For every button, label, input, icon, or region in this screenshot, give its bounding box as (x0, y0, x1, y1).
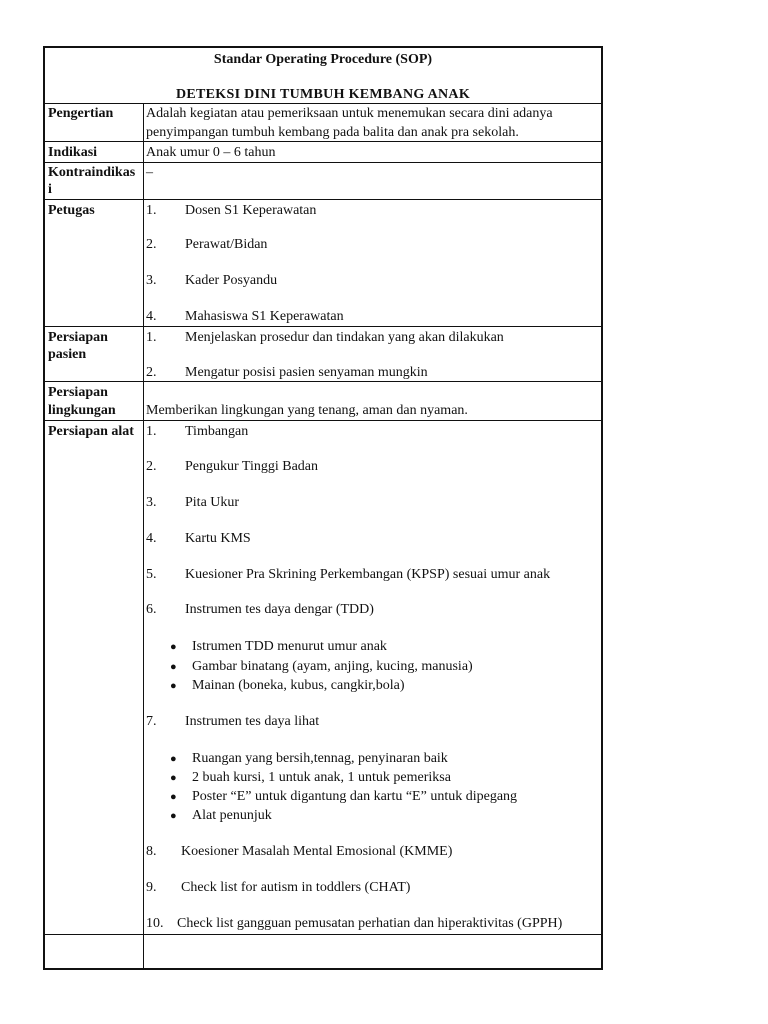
list-item: 7. Instrumen tes daya lihat (146, 714, 320, 729)
list-item: 2. Perawat/Bidan (146, 237, 268, 252)
label-indikasi: Indikasi (48, 145, 98, 160)
bullet-item: ● Mainan (boneka, kubus, cangkir,bola) (170, 678, 405, 693)
list-item: 2. Pengukur Tinggi Badan (146, 459, 319, 474)
list-item: 3. Kader Posyandu (146, 273, 278, 288)
row-divider (45, 141, 601, 142)
list-item: 4. Kartu KMS (146, 531, 251, 546)
bullet-item: ● Ruangan yang bersih,tennag, penyinaran baik (170, 751, 448, 766)
pengertian-line-1: Adalah kegiatan atau pemeriksaan untuk menemukan secara dini adanya (146, 106, 553, 121)
list-item: 1. Menjelaskan prosedur dan tindakan yang akan dilakukan (146, 330, 504, 345)
bullet-item: ● Poster “E” untuk digantung dan kartu “E” untuk dipegang (170, 789, 518, 804)
label-kontraindikasi: Kontraindikas (48, 165, 136, 180)
row-divider (45, 381, 601, 382)
label-persiapan-lingkungan-wrap: lingkungan (48, 403, 116, 418)
row-divider (45, 162, 601, 163)
list-item: 8. Koesioner Masalah Mental Emosional (KMME) (146, 844, 453, 859)
document-title: Standar Operating Procedure (SOP) (213, 52, 433, 67)
label-kontraindikasi-wrap: i (48, 182, 52, 197)
list-item: 1. Dosen S1 Keperawatan (146, 203, 317, 218)
list-item: 3. Pita Ukur (146, 495, 240, 510)
indikasi-text: Anak umur 0 – 6 tahun (146, 145, 276, 160)
label-persiapan-pasien: Persiapan (48, 330, 108, 345)
list-item: 4. Mahasiswa S1 Keperawatan (146, 309, 344, 324)
row-divider (45, 199, 601, 200)
bullet-item: ● Alat penunjuk (170, 808, 272, 823)
bullet-item: ● 2 buah kursi, 1 untuk anak, 1 untuk pemeriksa (170, 770, 451, 785)
list-item: 2. Mengatur posisi pasien senyaman mungkin (146, 365, 428, 380)
persiapan-lingkungan-text: Memberikan lingkungan yang tenang, aman dan nyaman. (146, 403, 468, 418)
label-petugas: Petugas (48, 203, 95, 218)
row-divider (45, 420, 601, 421)
sop-document (43, 46, 603, 970)
list-item: 9. Check list for autism in toddlers (CHAT) (146, 880, 411, 895)
label-persiapan-alat: Persiapan alat (48, 424, 134, 439)
row-divider (45, 103, 601, 104)
row-divider (45, 934, 601, 935)
label-persiapan-pasien-wrap: pasien (48, 347, 87, 362)
list-item: 6. Instrumen tes daya dengar (TDD) (146, 602, 374, 617)
kontraindikasi-text: – (146, 165, 153, 180)
label-pengertian: Pengertian (48, 106, 114, 121)
bullet-item: ● Istrumen TDD menurut umur anak (170, 639, 387, 654)
list-item: 10. Check list gangguan pemusatan perhatian dan hiperaktivitas (GPPH) (146, 916, 563, 931)
document-subtitle: DETEKSI DINI TUMBUH KEMBANG ANAK (175, 87, 471, 102)
list-item: 1. Timbangan (146, 424, 249, 439)
row-divider (45, 326, 601, 327)
column-divider (143, 103, 144, 968)
label-persiapan-lingkungan: Persiapan (48, 385, 108, 400)
pengertian-line-2: penyimpangan tumbuh kembang pada balita dan anak pra sekolah. (146, 125, 519, 140)
bullet-item: ● Gambar binatang (ayam, anjing, kucing, manusia) (170, 659, 473, 674)
list-item: 5. Kuesioner Pra Skrining Perkembangan (KPSP) sesuai umur anak (146, 567, 551, 582)
